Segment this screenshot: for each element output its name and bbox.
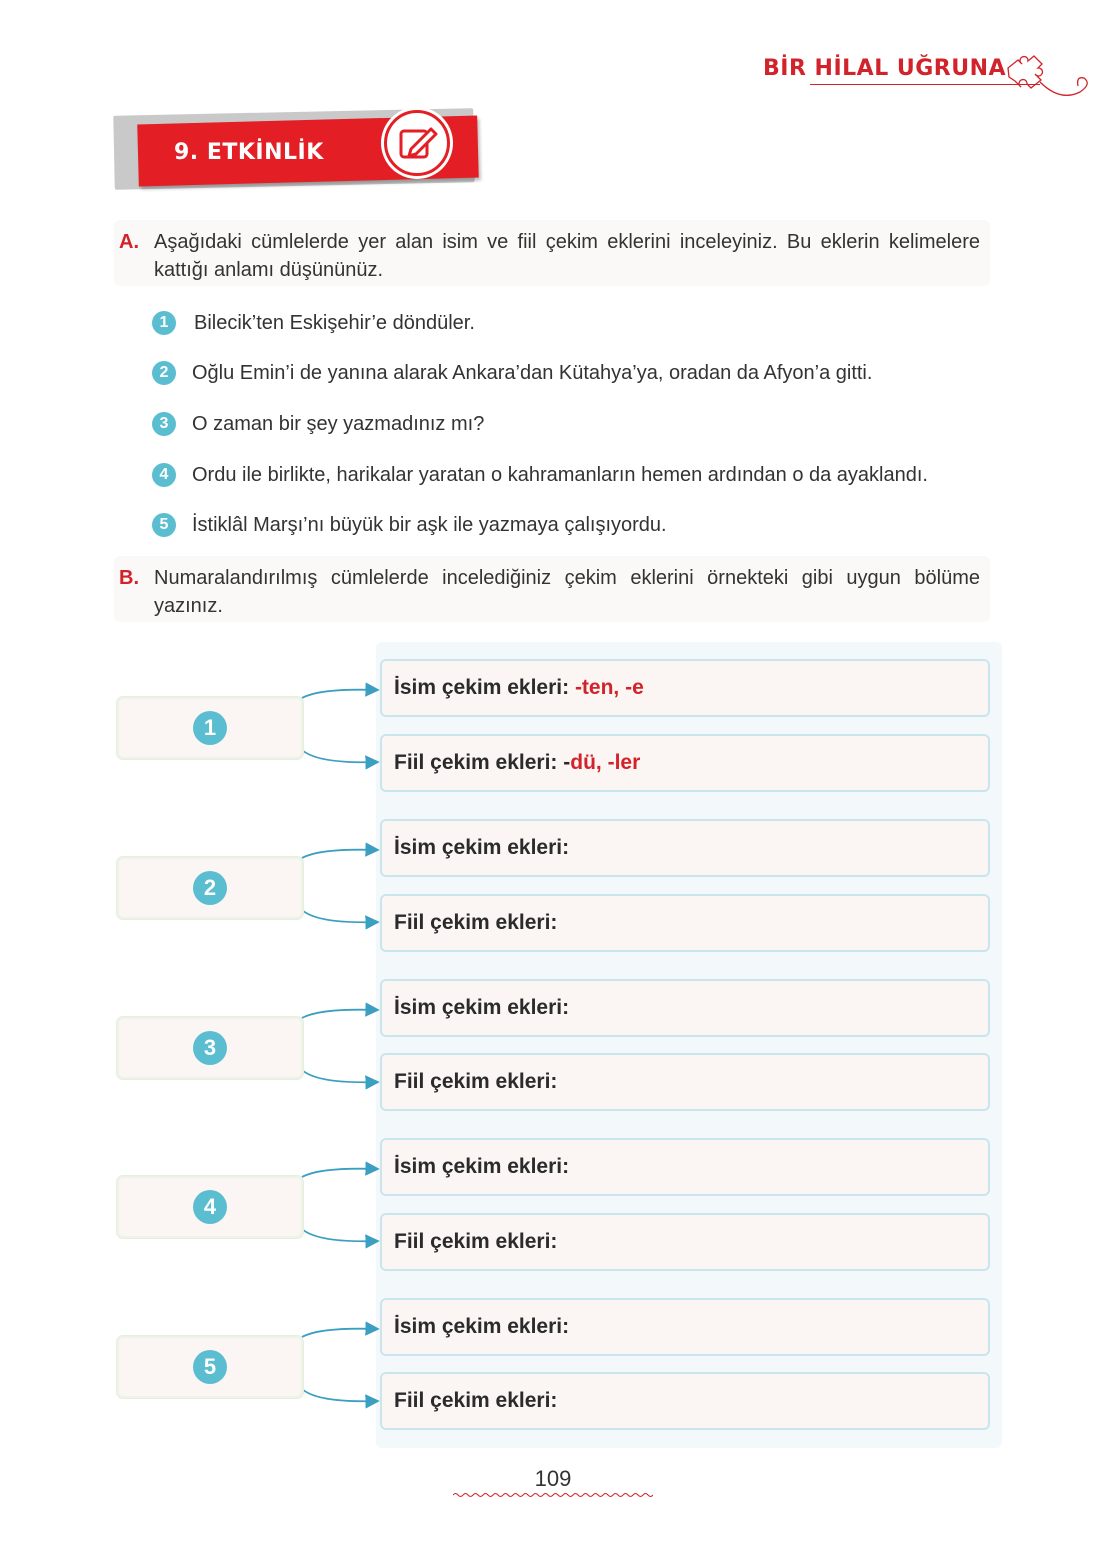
isim-label-text: İsim çekim ekleri:: [394, 996, 570, 1019]
fiil-label-text: Fiil çekim ekleri: -: [394, 751, 571, 774]
isim-label: [394, 1155, 569, 1179]
sentence-box-4: [117, 1176, 303, 1238]
sentence-number: 5: [152, 513, 176, 537]
fiil-label-text: Fiil çekim ekleri:: [394, 1230, 558, 1253]
fiil-label: [394, 911, 557, 935]
sentence-number: 2: [152, 361, 176, 385]
sentence-box-3: [117, 1017, 303, 1079]
instruction-a-text: Aşağıdaki cümlelerde yer alan isim ve fiil çekim eklerini inceleyiniz. Bu eklerin kelimelere kattığı anlamı düşününüz.: [154, 231, 980, 281]
fiil-label-text: Fiil çekim ekleri:: [394, 1389, 558, 1412]
fiil-label: [394, 751, 640, 775]
fiil-value: dü, -ler: [570, 751, 641, 774]
sentence-box-5: [117, 1336, 303, 1398]
isim-label-text: İsim çekim ekleri:: [394, 676, 570, 699]
page-number-underline: [453, 1492, 653, 1498]
sentence-number: 4: [152, 463, 176, 487]
isim-label-text: İsim çekim ekleri:: [394, 1155, 570, 1178]
isim-answer-field-5[interactable]: [380, 1298, 990, 1356]
isim-label-text: İsim çekim ekleri:: [394, 836, 570, 859]
isim-label: [394, 836, 569, 860]
header-title: BİR HİLAL UĞRUNA: [763, 56, 1007, 81]
sentence-text: O zaman bir şey yazmadınız mı?: [192, 413, 485, 435]
instruction-b-text: Numaralandırılmış cümlelerde incelediğiniz çekim eklerini örnekteki gibi uygun bölüme yazınız.: [154, 567, 980, 617]
sentence-text: Bilecik’ten Eskişehir’e döndüler.: [194, 312, 475, 334]
fiil-label: [394, 1230, 557, 1254]
isim-value: -ten, -e: [569, 676, 644, 699]
section-letter-a: A.: [119, 231, 139, 253]
fiil-answer-field-4[interactable]: [380, 1213, 990, 1271]
sentence-number: 4: [193, 1190, 227, 1224]
isim-answer-field-3[interactable]: [380, 979, 990, 1037]
isim-label: [394, 1315, 569, 1339]
fiil-label-text: Fiil çekim ekleri:: [394, 911, 558, 934]
isim-answer-field-1[interactable]: [380, 659, 990, 717]
isim-answer-field-4[interactable]: [380, 1138, 990, 1196]
activity-title: 9. ETKİNLİK: [174, 140, 324, 165]
fiil-answer-field-1[interactable]: [380, 734, 990, 792]
sentence-number: 2: [193, 871, 227, 905]
isim-label-text: İsim çekim ekleri:: [394, 1315, 570, 1338]
fiil-label-text: Fiil çekim ekleri:: [394, 1070, 558, 1093]
sentence-number: 5: [193, 1350, 227, 1384]
fiil-answer-field-3[interactable]: [380, 1053, 990, 1111]
section-letter-b: B.: [119, 567, 139, 589]
sentence-number: 3: [152, 412, 176, 436]
page-number: 109: [534, 1466, 572, 1491]
sentence-box-2: [117, 857, 303, 919]
sentence-number: 3: [193, 1031, 227, 1065]
sentence-number: 1: [193, 711, 227, 745]
sentence-text: Oğlu Emin’i de yanına alarak Ankara’dan Kütahya’ya, oradan da Afyon’a gitti.: [192, 362, 873, 384]
fiil-label: [394, 1389, 557, 1413]
fiil-label: [394, 1070, 557, 1094]
fiil-answer-field-2[interactable]: [380, 894, 990, 952]
isim-answer-field-2[interactable]: [380, 819, 990, 877]
isim-label: [394, 676, 644, 700]
sentence-text: İstiklâl Marşı’nı büyük bir aşk ile yazmaya çalışıyordu.: [192, 514, 667, 536]
sentence-number: 1: [152, 311, 176, 335]
sentence-text: Ordu ile birlikte, harikalar yaratan o kahramanların hemen ardından o da ayaklandı.: [192, 464, 928, 486]
isim-label: [394, 996, 569, 1020]
sentence-box-1: [117, 697, 303, 759]
fiil-answer-field-5[interactable]: [380, 1372, 990, 1430]
